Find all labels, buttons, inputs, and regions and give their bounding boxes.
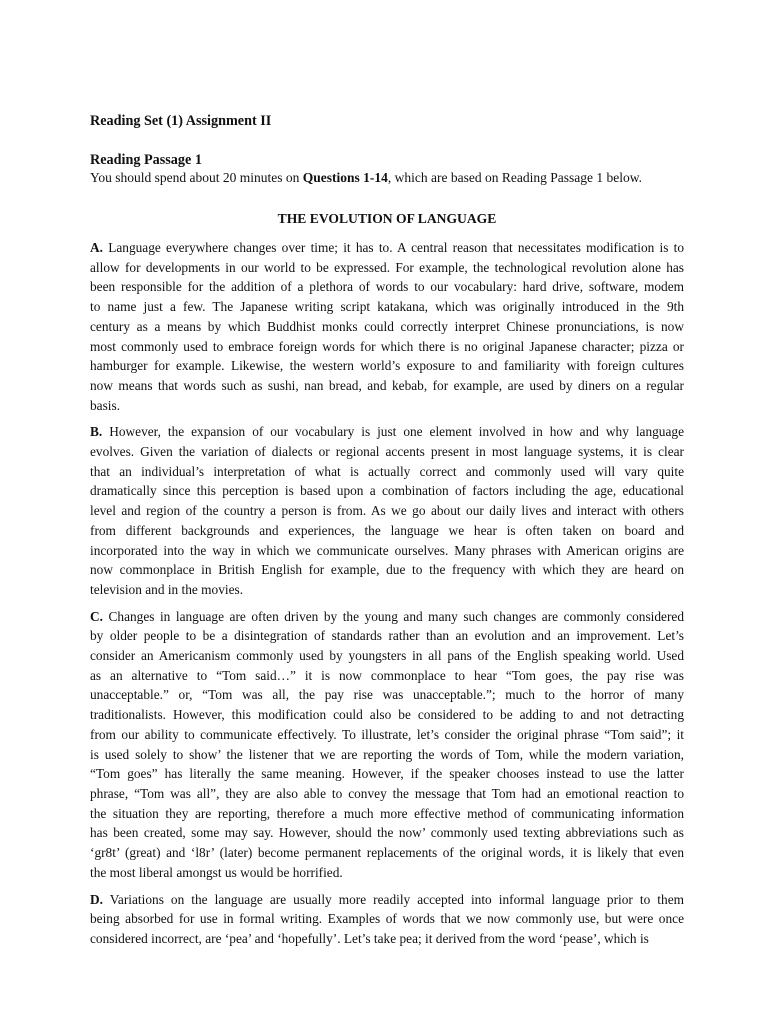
paragraph-line	[90, 317, 684, 337]
paragraph-line-text: the most liberal amongst us would be horrified.	[90, 864, 343, 880]
paragraph-line-text: Changes in language are often driven by the young and many such changes are commonly considered	[102, 608, 684, 624]
paragraph-line-text: However, the expansion of our vocabulary is just one element involved in how and why language	[102, 424, 684, 440]
paragraph-line-text: television and in the movies.	[90, 581, 244, 597]
paragraph-line-text: now commonplace in British English for example, due to the frequency with which they are heard on	[90, 562, 684, 578]
paragraph-line-text: from different backgrounds and experiences, the language we hear is often taken on board and	[90, 522, 684, 538]
paragraph-line	[90, 685, 684, 705]
instruction-text	[90, 169, 684, 187]
paragraph-line	[90, 501, 684, 521]
paragraph-line-text: level and region of the country a person is from. As we go about our daily lives and interact with others	[90, 503, 684, 519]
paragraph-letter: D.	[90, 891, 103, 907]
paragraph-line-text: ‘gr8t’ (great) and ‘l8r’ (later) become permanent replacements of the original words, it is likely that even	[90, 845, 684, 861]
paragraph-line	[90, 929, 684, 949]
paragraph-line	[90, 396, 684, 416]
instruction-suffix: , which are based on Reading Passage 1 below.	[387, 170, 642, 185]
paragraph-line	[90, 725, 684, 745]
paragraph-line-text: been responsible for the addition of a plethora of words to our vocabulary: hard drive, software, modem	[90, 279, 684, 295]
paragraph-line	[90, 541, 684, 561]
paragraph-line-text: to name just a few. The Japanese writing script katakana, which was originally introduced in the 9th	[90, 299, 684, 315]
paragraph-line-text: hamburger for example. Likewise, the western world’s exposure to and familiarity with foreign cultures	[90, 358, 684, 374]
paragraph-line-text: consider an Americanism commonly used by youngsters in all pans of the English speaking world. Used	[90, 648, 684, 664]
paragraph-line	[90, 823, 684, 843]
article-title: THE EVOLUTION OF LANGUAGE	[277, 211, 497, 226]
paragraph-line	[90, 297, 684, 317]
paragraph-line	[90, 442, 684, 462]
paragraph-b	[90, 422, 684, 599]
paragraph-line	[90, 521, 684, 541]
paragraph-line	[90, 481, 684, 501]
paragraph-line	[90, 666, 684, 686]
paragraph-line-text: considered incorrect, are ‘pea’ and ‘hopefully’. Let’s take pea; it derived from the word ‘pease’, which is	[90, 930, 649, 946]
paragraph-line	[90, 804, 684, 824]
paragraph-line-text: traditionalists. However, this modification could also be considered to be adding to and not detracting	[90, 707, 684, 723]
paragraph-line-text: “Tom goes” has literally the same meaning. However, if the speaker chooses instead to use the latter	[90, 766, 684, 782]
paragraph-line-text: basis.	[90, 397, 121, 413]
instruction-emphasis: Questions 1-14	[302, 170, 388, 185]
paragraph-line-text: Language everywhere changes over time; it has to. A central reason that necessitates modification is to	[102, 240, 684, 255]
paragraph-line	[90, 462, 684, 482]
paragraph-line-text: as an alternative to “Tom said…” it is now commonplace to hear “Tom goes, the pay rise was	[90, 667, 684, 683]
passage-title: Reading Passage 1	[90, 152, 202, 168]
paragraph-line	[90, 607, 684, 627]
paragraph-letter: A.	[90, 240, 103, 255]
paragraph-line	[90, 909, 684, 929]
paragraph-line-text: century as a means by which Buddhist monks could correctly interpret Chinese pronunciations, is now	[90, 318, 684, 334]
paragraph-line	[90, 277, 684, 297]
paragraph-line-text: now means that words such as sushi, nan bread, and kebab, for example, are used by diners on a regular	[90, 377, 684, 393]
paragraph-c	[90, 607, 684, 883]
paragraph-line	[90, 258, 684, 278]
paragraph-line-text: the situation they are reporting, therefore a much more effective method of communicating information	[90, 805, 684, 821]
paragraph-line-text: is used solely to show’ the listener that we are reporting the words of Tom, while the modern variation,	[90, 746, 684, 762]
paragraph-line-text: by older people to be a disintegration of standards rather than an evolution and an improvement. Let’s	[90, 628, 684, 644]
paragraph-line	[90, 560, 684, 580]
paragraph-line-text: that an individual’s interpretation of what is actually correct and commonly used will vary quite	[90, 463, 684, 479]
paragraph-line	[90, 863, 684, 883]
paragraph-line-text: being absorbed for use in formal writing. Examples of words that we now commonly use, but were once	[90, 911, 684, 927]
paragraph-line	[90, 705, 684, 725]
paragraph-line-text: evolves. Given the variation of dialects or regional accents present in most language systems, it is clear	[90, 444, 684, 460]
paragraph-line-text: from our ability to communicate effectively. To illustrate, let’s consider the original phrase “Tom said”; it	[90, 726, 684, 742]
paragraph-line	[90, 646, 684, 666]
paragraph-line	[90, 745, 684, 765]
paragraph-line	[90, 337, 684, 357]
instruction-prefix: You should spend about 20 minutes on	[90, 170, 303, 185]
paragraph-line	[90, 784, 684, 804]
paragraph-line	[90, 890, 684, 910]
paragraph-line-text: incorporated into the way in which we communicate ourselves. Many phrases with American origins are	[90, 542, 684, 558]
paragraph-line-text: most commonly used to embrace foreign words for which there is no original Japanese character; pizza or	[90, 338, 684, 354]
paragraph-line-text: phrase, “Tom was all”, they are also able to convey the message that Tom had an emotional reaction to	[90, 785, 684, 801]
paragraph-a	[90, 238, 684, 415]
paragraph-d	[90, 890, 684, 949]
paragraph-line	[90, 626, 684, 646]
paragraph-line	[90, 764, 684, 784]
paragraph-line-text: dramatically since this perception is based upon a combination of factors including the age, educational	[90, 483, 684, 499]
paragraph-line	[90, 238, 684, 258]
paragraph-line-text: has been created, some may say. However, should the now’ commonly used texting abbreviations such as	[90, 825, 684, 841]
paragraph-letter: B.	[90, 424, 103, 440]
paragraph-letter: C.	[90, 608, 103, 624]
article-body	[90, 238, 684, 949]
document-page	[90, 112, 684, 956]
paragraph-line	[90, 843, 684, 863]
paragraph-line-text: allow for developments in our world to be expressed. For example, the technological revolution alone has	[90, 259, 684, 275]
paragraph-line	[90, 580, 684, 600]
set-title: Reading Set (1) Assignment II	[90, 113, 272, 129]
paragraph-line-text: Variations on the language are usually more readily accepted into informal language prior to them	[102, 891, 684, 907]
paragraph-line	[90, 422, 684, 442]
paragraph-line	[90, 376, 684, 396]
paragraph-line-text: unacceptable.” or, “Tom was all, the pay rise was unacceptable.”; much to the horror of many	[90, 687, 684, 703]
paragraph-line	[90, 356, 684, 376]
